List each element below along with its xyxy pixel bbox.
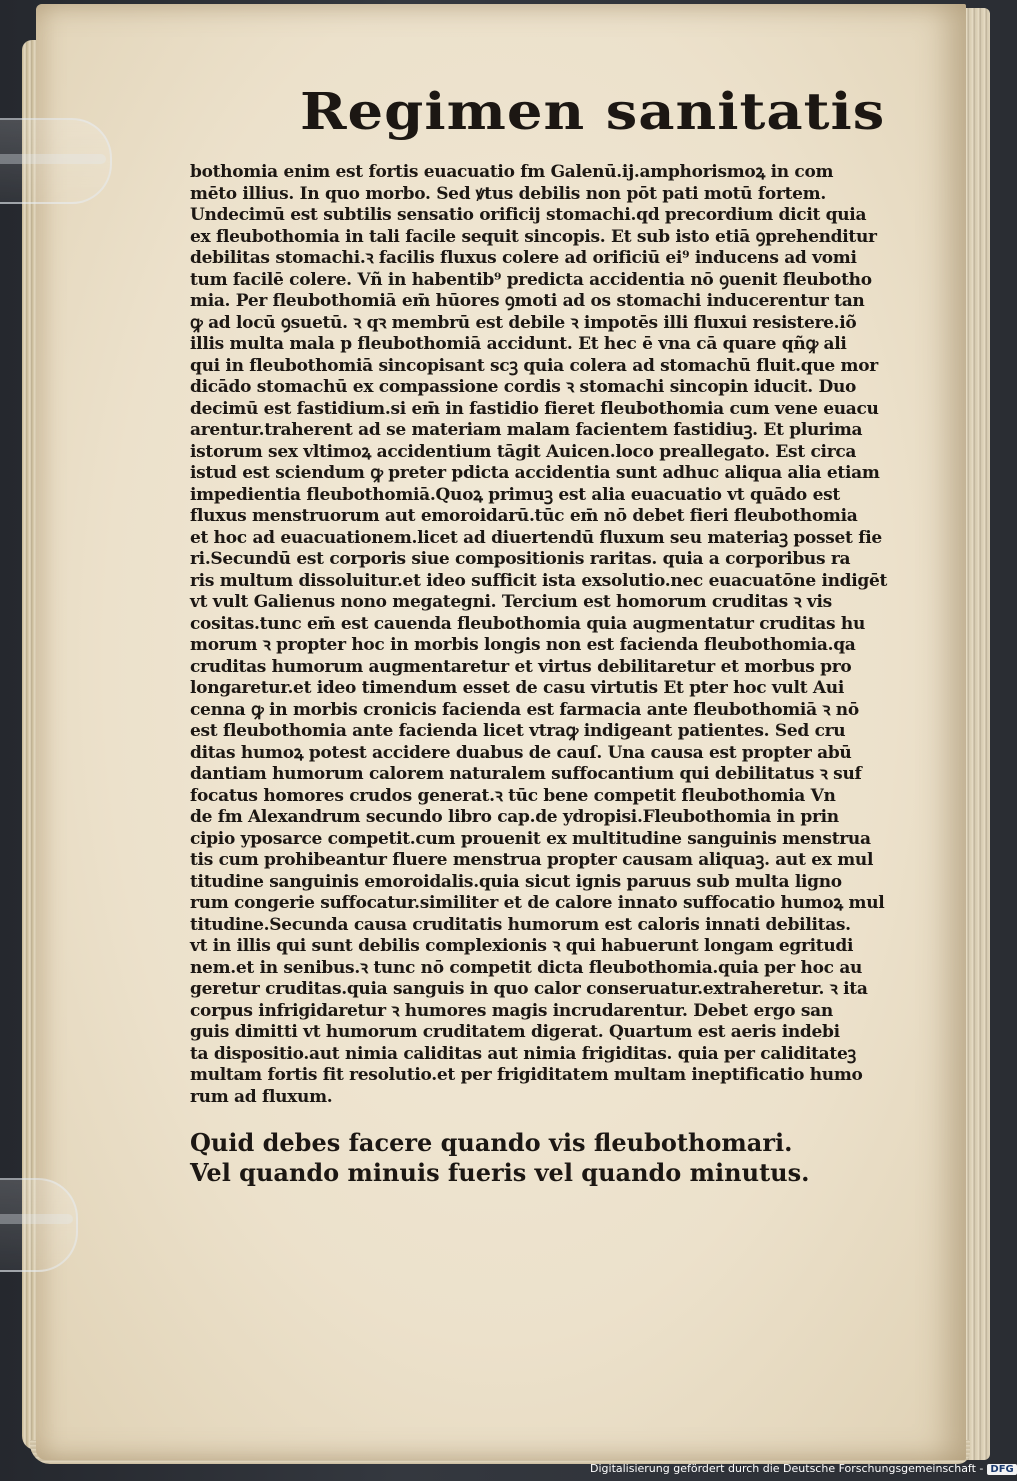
text-line: qui in fleubothomiā sincopisant scꝫ quia colera ad stomachū fluit.que mor <box>190 355 878 376</box>
text-line: ex fleubothomia in tali facile sequit sincopis. Et sub isto etiā ꝯprehenditur <box>190 226 877 247</box>
text-line: geretur cruditas.quia sanguis in quo calor conseruatur.extraheretur. ꝛ ita <box>190 979 868 999</box>
text-line: ri.Secundū est corporis siue compositionis raritas. quia a corporibus ra <box>190 549 851 569</box>
text-line: debilitas stomachi.ꝛ facilis fluxus colere ad orificiū ei⁹ inducens ad vomi <box>190 248 857 268</box>
text-line: titudine.Secunda causa cruditatis humorum est caloris innati debilitas. <box>190 914 851 935</box>
text-line: titudine sanguinis emoroidalis.quia sicut ignis paruus sub multa ligno <box>190 871 842 892</box>
text-line: cositas.tunc em̄ est cauenda fleubothomia quia augmentatur cruditas hu <box>190 613 866 634</box>
text-line: mēto illius. In quo morbo. Sed ꝟtus debilis non pōt pati motū fortem. <box>190 183 826 204</box>
heading-line: Vel quando minuis fueris vel quando minutus. <box>190 1158 810 1187</box>
page-clip-bottom <box>0 1178 78 1272</box>
clip-bar <box>0 1214 73 1224</box>
text-line: ditas humoꝝ potest accidere duabus de cauſ. Una causa est propter abū <box>190 742 852 763</box>
text-line: cruditas humorum augmentaretur et virtus debilitaretur et morbus pro <box>190 656 852 677</box>
dfg-logo: DFG <box>987 1464 1016 1475</box>
text-line: longaretur.et ideo timendum esset de casu virtutis Et pter hoc vult Aui <box>190 678 844 698</box>
credit-text: Digitalisierung gefördert durch die Deutsche Forschungsgemeinschaft - <box>590 1462 984 1475</box>
text-line: nem.et in senibus.ꝛ tunc nō competit dicta fleubothomia.quia per hoc au <box>190 957 863 978</box>
text-line: dicādo stomachū ex compassione cordis ꝛ stomachi sincopin iducit. Duo <box>190 377 857 397</box>
text-line: corpus infrigidaretur ꝛ humores magis incrudarentur. Debet ergo san <box>190 1000 833 1021</box>
text-line: ris multum dissoluitur.et ideo sufficit ista exsolutio.nec euacuatōne indigēt <box>190 570 888 591</box>
text-line: rum ad fluxum. <box>190 1086 333 1107</box>
text-line: decimū est fastidium.si em̄ in fastidio fieret fleubothomia cum vene euacu <box>190 398 879 419</box>
text-line: et hoc ad euacuationem.licet ad diuertendū fluxum seu materiaꝫ posset fie <box>190 527 882 548</box>
page-clip-top <box>0 118 112 204</box>
text-block <box>190 82 888 1188</box>
text-line: arentur.traherent ad se materiam malam facientem fastidiuꝫ. Et plurima <box>190 420 863 440</box>
text-line: morum ꝛ propter hoc in morbis longis non est facienda fleubothomia.qa <box>190 635 856 655</box>
text-line: focatus homores crudos generat.ꝛ tūc bene competit fleubothomia Vn <box>190 785 836 806</box>
text-line: Undecimū est subtilis sensatio orificij stomachi.qd precordium dicit quia <box>190 205 867 225</box>
page-title: Regimen sanitatis <box>300 82 886 142</box>
text-line: est fleubothomia ante facienda licet vtraꝙ indigeant patientes. Sed cru <box>190 721 846 741</box>
text-line: impedientia fleubothomiā.Quoꝝ primuꝫ est alia euacuatio vt quādo est <box>190 484 840 505</box>
text-line: de fm Alexandrum secundo libro cap.de ydropisi.Fleubothomia in prin <box>190 807 839 827</box>
text-line: illis multa mala p fleubothomiā accidunt. Et hec ē vna cā quare qñꝙ ali <box>190 334 847 354</box>
text-line: tum facilē colere. Vñ in habentib⁹ predicta accidentia nō ꝯuenit fleubotho <box>190 269 872 290</box>
text-line: istorum sex vltimoꝝ accidentium tāgit Auicen.loco preallegato. Est circa <box>190 441 857 462</box>
text-line: tis cum prohibeantur fluere menstrua propter causam aliquaꝫ. aut ex mul <box>190 850 874 870</box>
text-line: vt vult Galienus nono megategni. Tercium est homorum cruditas ꝛ vis <box>190 592 832 612</box>
body-text <box>190 162 888 1108</box>
text-line: cipio yposarce competit.cum prouenit ex multitudine sanguinis menstrua <box>190 828 871 849</box>
clip-bar <box>0 154 106 164</box>
text-line: dantiam humorum calorem naturalem suffocantium qui debilitatus ꝛ suf <box>190 764 862 784</box>
text-line: multam fortis fit resolutio.et per frigiditatem multam ineptificatio humo <box>190 1065 863 1085</box>
text-line: mia. Per fleubothomiā em̄ hūores ꝯmoti ad os stomachi inducerentur tan <box>190 291 865 311</box>
section-heading <box>190 1128 850 1188</box>
text-line: istud est sciendum ꝙ preter pdicta accidentia sunt adhuc aliqua alia etiam <box>190 463 880 483</box>
text-line: vt in illis qui sunt debilis complexionis ꝛ qui habuerunt longam egritudi <box>190 936 854 956</box>
text-line: ꝙ ad locū ꝯsuetū. ꝛ qꝛ membrū est debile ꝛ impotēs illi fluxui resistere.iõ <box>190 312 857 333</box>
text-line: fluxus menstruorum aut emoroidarū.tūc em̄ nō debet fieri fleubothomia <box>190 506 858 526</box>
text-line: rum congerie suffocatur.similiter et de calore innato suffocatio humoꝝ mul <box>190 893 885 913</box>
text-line: bothomia enim est fortis euacuatio fm Galenū.ij.amphorismoꝝ in com <box>190 162 834 182</box>
text-line: ta dispositio.aut nimia caliditas aut nimia frigiditas. quia per caliditateꝫ <box>190 1043 856 1064</box>
digitization-credit <box>590 1462 1014 1478</box>
heading-line: Quid debes facere quando vis fleubothomari. <box>190 1128 793 1157</box>
text-line: guis dimitti vt humorum cruditatem digerat. Quartum est aeris indebi <box>190 1022 840 1042</box>
text-line: cenna ꝙ in morbis cronicis facienda est farmacia ante fleubothomiā ꝛ nō <box>190 699 859 720</box>
